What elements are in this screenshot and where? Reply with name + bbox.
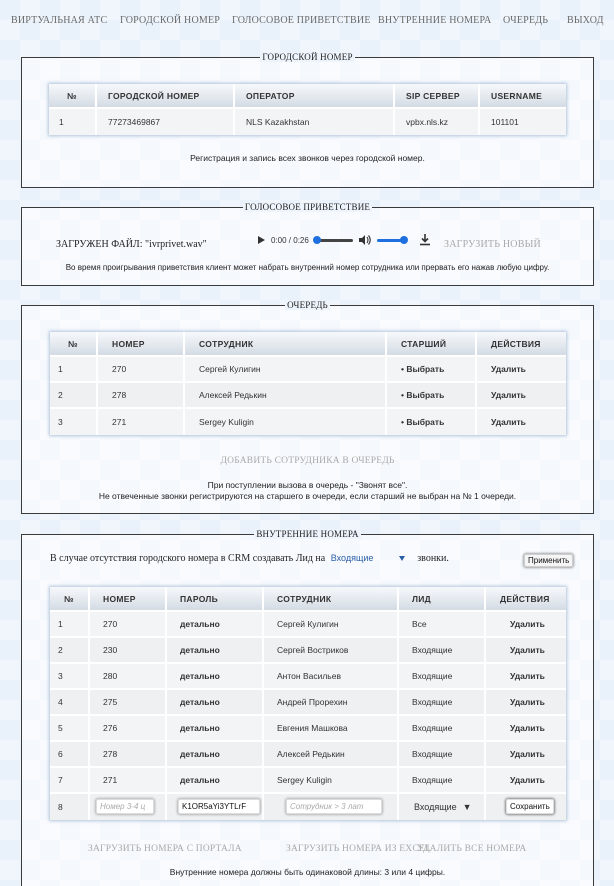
queue-legend: ОЧЕРЕДЬ: [287, 300, 328, 310]
lead-type-select[interactable]: [331, 553, 405, 563]
cell-index: 2: [50, 383, 98, 409]
upload-new-button[interactable]: ЗАГРУЗИТЬ НОВЫЙ: [444, 239, 541, 250]
voice-greeting-note: Во время проигрывания приветствия клиент может набрать внутренний номер сотрудника или прервать его нажав любую цифру.: [65, 263, 550, 272]
cell-password: [167, 612, 264, 638]
cell-actions: [486, 742, 566, 768]
new-password-input[interactable]: K1OR5aYi3YTLrF: [178, 799, 260, 814]
internal-numbers-legend: ВНУТРЕННИЕ НОМЕРА: [256, 529, 359, 539]
voice-greeting-legend: ГОЛОСОВОЕ ПРИВЕТСТВИЕ: [244, 202, 371, 212]
city-number-legend: ГОРОДСКОЙ НОМЕР: [262, 52, 353, 62]
col-header-lead: ЛИД: [399, 587, 486, 612]
nav-internal-numbers[interactable]: ВНУТРЕННИЕ НОМЕРА: [378, 15, 492, 26]
cell-actions: [486, 664, 566, 690]
col-header-employee: СОТРУДНИК: [185, 332, 387, 357]
cell-lead: Входящие: [399, 690, 486, 716]
cell-number: 230: [90, 638, 167, 664]
queue-note-2: Не отвеченные звонки регистрируются на старшего в очереди, если старший не выбран на № 1 очереди.: [98, 491, 517, 501]
col-header-actions: ДЕЙСТВИЯ: [477, 332, 566, 357]
cell-number: 276: [90, 716, 167, 742]
cell-number: [90, 794, 167, 820]
cell-password: [167, 690, 264, 716]
delete-button[interactable]: Удалить: [510, 749, 545, 759]
col-header-senior: СТАРШИЙ: [387, 332, 477, 357]
chevron-down-icon: ▼: [462, 802, 472, 812]
table-row: [50, 716, 566, 742]
lead-type-value: Входящие: [330, 553, 374, 563]
col-header-actions: ДЕЙСТВИЯ: [486, 587, 566, 612]
cell-employee: Евгения Машкова: [264, 716, 399, 742]
table-header-row: [50, 332, 566, 357]
cell-employee: [264, 794, 399, 820]
new-lead-value: Входящие: [414, 802, 457, 812]
lead-setting-row: [50, 553, 449, 564]
delete-button[interactable]: Удалить: [510, 723, 545, 733]
nav-city-number[interactable]: ГОРОДСКОЙ НОМЕР: [120, 15, 221, 26]
city-number-note: Регистрация и запись всех звонков через городской номер.: [190, 153, 425, 163]
cell-number: 271: [98, 409, 185, 435]
col-header-index: №: [50, 587, 90, 612]
table-row: [50, 357, 566, 383]
nav-voice-greeting[interactable]: ГОЛОСОВОЕ ПРИВЕТСТВИЕ: [232, 15, 371, 26]
cell-senior: • Выбрать: [387, 383, 477, 409]
cell-index: 3: [50, 409, 98, 435]
cell-number: 278: [90, 742, 167, 768]
delete-button[interactable]: Удалить: [510, 645, 545, 655]
play-icon[interactable]: [258, 236, 265, 244]
cell-employee: Сергей Кулигин: [185, 357, 387, 383]
table-header-row: [49, 84, 566, 109]
loaded-file-label: ЗАГРУЖЕН ФАЙЛ: "ivrprivet.wav": [56, 239, 207, 250]
new-lead-select[interactable]: [414, 802, 472, 812]
cell-index: 4: [50, 690, 90, 716]
password-details-link[interactable]: детально: [180, 749, 220, 759]
load-from-portal-link[interactable]: ЗАГРУЗИТЬ НОМЕРА С ПОРТАЛА: [88, 844, 242, 854]
delete-button[interactable]: Удалить: [510, 697, 545, 707]
cell-number: 270: [90, 612, 167, 638]
cell-lead: Входящие: [399, 768, 486, 794]
cell-lead: Входящие: [399, 638, 486, 664]
table-row: [49, 109, 566, 135]
cell-employee: Алексей Редькин: [185, 383, 387, 409]
cell-lead: Входящие: [399, 664, 486, 690]
cell-index: 1: [50, 357, 98, 383]
nav-logout[interactable]: ВЫХОД: [567, 15, 604, 26]
volume-handle[interactable]: [400, 236, 408, 244]
cell-actions: [477, 409, 566, 435]
cell-employee: Антон Васильев: [264, 664, 399, 690]
nav-queue[interactable]: ОЧЕРЕДЬ: [503, 15, 549, 26]
password-details-link[interactable]: детально: [180, 775, 220, 785]
cell-city-number: 77273469867: [97, 109, 235, 135]
cell-password: [167, 716, 264, 742]
cell-username: 101101: [480, 109, 566, 135]
delete-button[interactable]: Удалить: [491, 390, 526, 400]
cell-number: 275: [90, 690, 167, 716]
delete-button[interactable]: Удалить: [510, 671, 545, 681]
load-from-excel-link[interactable]: ЗАГРУЗИТЬ НОМЕРА ИЗ EXCEL: [286, 844, 431, 854]
delete-button[interactable]: Удалить: [510, 775, 545, 785]
audio-player: [252, 228, 454, 252]
internal-numbers-table: [50, 587, 566, 820]
queue-table: [50, 332, 566, 435]
password-details-link[interactable]: детально: [180, 671, 220, 681]
save-button[interactable]: Сохранить: [506, 799, 554, 814]
table-row: [50, 690, 566, 716]
cell-actions: [477, 383, 566, 409]
table-row: [50, 742, 566, 768]
table-row: [50, 664, 566, 690]
internal-numbers-section: [21, 529, 594, 886]
cell-password: [167, 742, 264, 768]
new-employee-input[interactable]: Сотрудник > 3 лат: [286, 799, 382, 814]
cell-employee: Андрей Прорехин: [264, 690, 399, 716]
cell-password: [167, 664, 264, 690]
cell-lead: [399, 794, 486, 820]
cell-number: 280: [90, 664, 167, 690]
cell-employee: Sergey Kuligin: [185, 409, 387, 435]
col-header-number: НОМЕР: [90, 587, 167, 612]
cell-senior: • Выбрать: [387, 409, 477, 435]
cell-index: 1: [49, 109, 97, 135]
table-row: [50, 409, 566, 435]
cell-index: 6: [50, 742, 90, 768]
city-number-section: [21, 52, 594, 188]
cell-actions: [486, 612, 566, 638]
audio-time: 0:00 / 0:26: [271, 235, 309, 245]
col-header-password: ПАРОЛЬ: [167, 587, 264, 612]
cell-lead: Входящие: [399, 742, 486, 768]
col-header-index: №: [49, 84, 97, 109]
internal-numbers-note: Внутренние номера должны быть одинаковой длины: 3 или 4 цифры.: [169, 867, 446, 877]
cell-index: 7: [50, 768, 90, 794]
cell-index: 3: [50, 664, 90, 690]
cell-password: [167, 638, 264, 664]
cell-number: 278: [98, 383, 185, 409]
col-header-index: №: [50, 332, 98, 357]
new-number-row: [50, 794, 566, 820]
cell-password: [167, 768, 264, 794]
city-number-table: [49, 84, 566, 135]
cell-index: 5: [50, 716, 90, 742]
password-details-link[interactable]: детально: [180, 723, 220, 733]
cell-index: 8: [50, 794, 90, 820]
cell-employee: Sergey Kuligin: [264, 768, 399, 794]
select-senior-button[interactable]: Выбрать: [406, 364, 445, 374]
lead-setting-suffix: звонки.: [417, 553, 449, 564]
cell-number: 271: [90, 768, 167, 794]
select-senior-button[interactable]: Выбрать: [406, 417, 445, 427]
col-header-employee: СОТРУДНИК: [264, 587, 399, 612]
cell-index: 2: [50, 638, 90, 664]
table-row: [50, 612, 566, 638]
delete-button[interactable]: Удалить: [510, 619, 545, 629]
download-icon[interactable]: [419, 234, 431, 246]
new-number-input[interactable]: Номер 3-4 ц: [96, 799, 154, 814]
col-header-city-number: ГОРОДСКОЙ НОМЕР: [97, 84, 235, 109]
cell-operator: NLS Kazakhstan: [235, 109, 395, 135]
cell-senior: • Выбрать: [387, 357, 477, 383]
volume-slider[interactable]: [377, 239, 405, 242]
cell-password: [167, 794, 264, 820]
queue-note-1: При поступлении вызова в очередь - "Звонят все".: [207, 480, 408, 490]
cell-lead: Входящие: [399, 716, 486, 742]
apply-button[interactable]: Применить: [524, 554, 573, 567]
cell-actions: [486, 794, 566, 820]
delete-all-numbers-link[interactable]: УДАЛИТЬ ВСЕ НОМЕРА: [417, 844, 527, 854]
audio-progress-slider[interactable]: [315, 239, 353, 242]
volume-icon[interactable]: [359, 235, 371, 245]
chevron-down-icon: [399, 556, 405, 561]
cell-number: 270: [98, 357, 185, 383]
table-row: [50, 768, 566, 794]
cell-employee: Алексей Редькин: [264, 742, 399, 768]
col-header-number: НОМЕР: [98, 332, 185, 357]
cell-lead: Все: [399, 612, 486, 638]
cell-actions: [486, 690, 566, 716]
top-nav: [0, 0, 614, 42]
col-header-sip-server: SIP СЕРВЕР: [395, 84, 480, 109]
table-header-row: [50, 587, 566, 612]
password-details-link[interactable]: детально: [180, 697, 220, 707]
progress-handle[interactable]: [313, 236, 321, 244]
password-details-link[interactable]: детально: [180, 619, 220, 629]
cell-actions: [486, 638, 566, 664]
delete-button[interactable]: Удалить: [491, 364, 526, 374]
cell-index: 1: [50, 612, 90, 638]
table-row: [50, 638, 566, 664]
cell-actions: [486, 716, 566, 742]
table-row: [50, 383, 566, 409]
cell-employee: Сергей Востриков: [264, 638, 399, 664]
lead-setting-prefix: В случае отсутствия городского номера в CRM создавать Лид на: [50, 553, 326, 564]
cell-actions: [477, 357, 566, 383]
password-details-link[interactable]: детально: [180, 645, 220, 655]
nav-virtual-pbx[interactable]: ВИРТУАЛЬНАЯ АТС: [11, 15, 108, 26]
cell-employee: Сергей Кулигин: [264, 612, 399, 638]
add-employee-to-queue-link[interactable]: ДОБАВИТЬ СОТРУДНИКА В ОЧЕРЕДЬ: [220, 456, 395, 466]
cell-sip-server: vpbx.nls.kz: [395, 109, 480, 135]
delete-button[interactable]: Удалить: [491, 417, 526, 427]
voice-greeting-section: [21, 202, 594, 286]
select-senior-button[interactable]: Выбрать: [406, 390, 445, 400]
col-header-username: USERNAME: [480, 84, 566, 109]
queue-section: [21, 300, 594, 514]
col-header-operator: ОПЕРАТОР: [235, 84, 395, 109]
cell-actions: [486, 768, 566, 794]
